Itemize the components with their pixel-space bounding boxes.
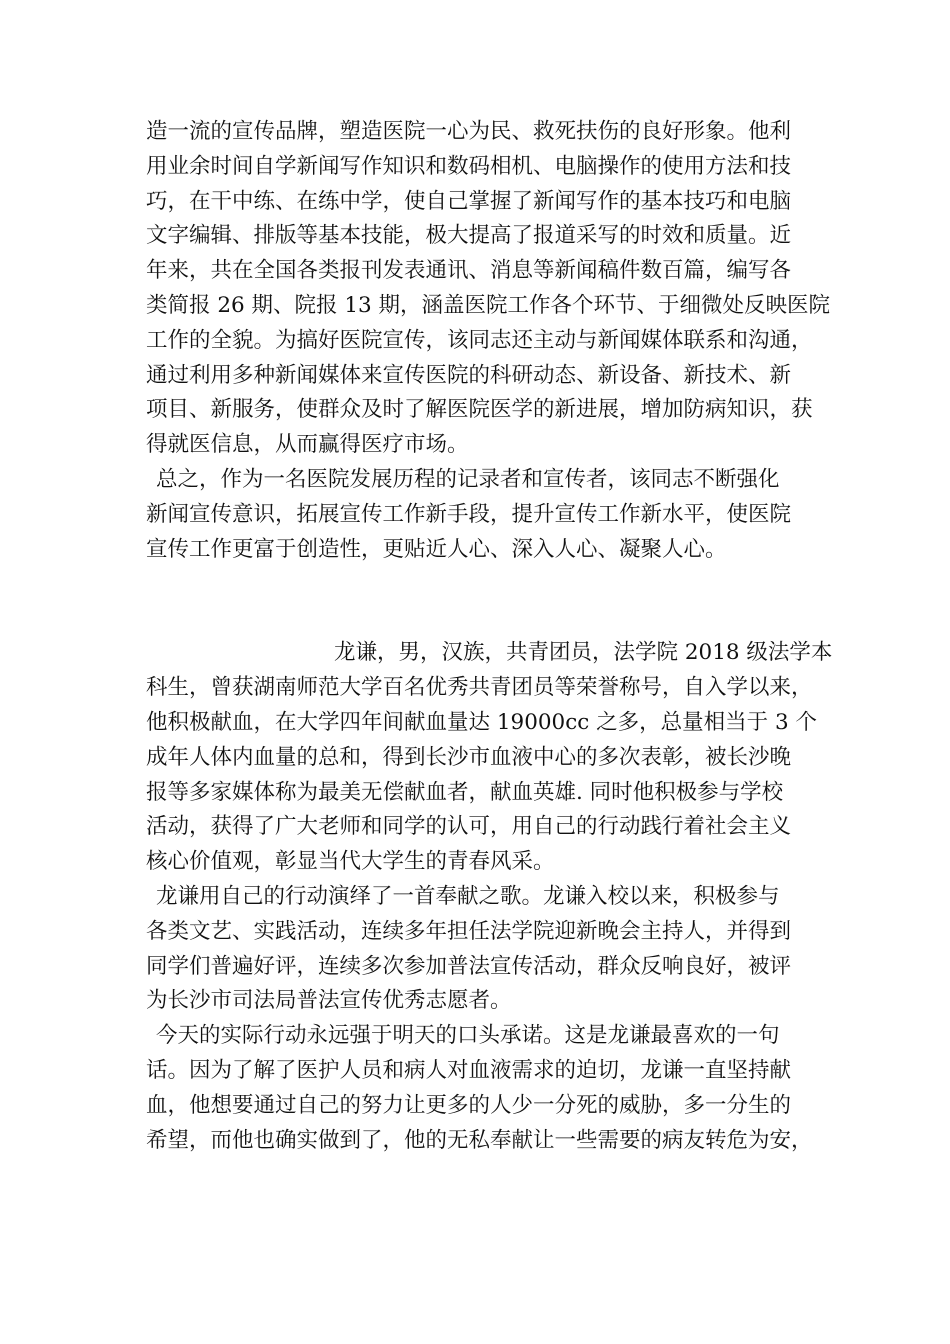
text-line: 年来，共在全国各类报刊发表通讯、消息等新闻稿件数百篇，编写各 (146, 258, 792, 284)
text-line: 为长沙市司法局普法宣传优秀志愿者。 (146, 988, 512, 1014)
text-line: 报等多家媒体称为最美无偿献血者，献血英雄. 同时他积极参与学校 (146, 779, 784, 805)
text-line: 通过利用多种新闻媒体来宣传医院的科研动态、新设备、新技术、新 (146, 362, 792, 388)
text-line: 龙谦，男，汉族，共青团员，法学院 2018 级法学本 (334, 640, 833, 666)
text-line: 同学们普遍好评，连续多次参加普法宣传活动，群众反响良好，被评 (146, 953, 792, 979)
text-line: 工作的全貌。为搞好医院宣传，该同志还主动与新闻媒体联系和沟通， (146, 327, 813, 353)
paragraph-long-qian-intro (146, 636, 833, 880)
text-line: 总之，作为一名医院发展历程的记录者和宣传者，该同志不断强化 (156, 466, 780, 492)
text-line: 造一流的宣传品牌，塑造医院一心为民、救死扶伤的良好形象。他利 (146, 119, 792, 144)
paragraph-spacer (146, 567, 826, 636)
text-line: 话。因为了解了医护人员和病人对血液需求的迫切，龙谦一直坚持献 (146, 1057, 792, 1083)
text-line: 各类文艺、实践活动，连续多年担任法学院迎新晚会主持人，并得到 (146, 918, 792, 944)
text-line: 成年人体内血量的总和，得到长沙市血液中心的多次表彰，被长沙晚 (146, 744, 792, 770)
text-line: 龙谦用自己的行动演绎了一首奉献之歌。龙谦入校以来，积极参与 (156, 883, 780, 909)
text-line: 新闻宣传意识，拓展宣传工作新手段，提升宣传工作新水平，使医院 (146, 501, 792, 527)
paragraph-summary (146, 463, 826, 567)
text-line: 科生，曾获湖南师范大学百名优秀共青团员等荣誉称号，自入学以来， (146, 675, 813, 701)
text-line: 项目、新服务，使群众及时了解医院医学的新进展，增加防病知识，获 (146, 397, 813, 423)
paragraph-dedication-song (146, 880, 826, 1019)
text-line: 核心价值观，彰显当代大学生的青春风采。 (146, 849, 555, 875)
text-line: 文字编辑、排版等基本技能，极大提高了报道采写的时效和质量。近 (146, 223, 792, 249)
text-line: 得就医信息，从而赢得医疗市场。 (146, 432, 469, 458)
text-line: 巧，在干中练、在练中学，使自己掌握了新闻写作的基本技巧和电脑 (146, 188, 792, 214)
text-line: 血，他想要通过自己的努力让更多的人少一分死的威胁，多一分生的 (146, 1092, 792, 1118)
text-line: 他积极献血，在大学四年间献血量达 19000cc 之多，总量相当于 3 个 (146, 709, 817, 735)
text-line: 用业余时间自学新闻写作知识和数码相机、电脑操作的使用方法和技 (146, 153, 792, 179)
document-body (146, 115, 833, 1158)
text-line: 活动，获得了广大老师和同学的认可，用自己的行动践行着社会主义 (146, 814, 792, 840)
text-line: 希望，而他也确实做到了，他的无私奉献让一些需要的病友转危为安， (146, 1127, 813, 1153)
text-line: 类简报 26 期、院报 13 期，涵盖医院工作各个环节、于细微处反映医院 (146, 292, 831, 318)
paragraph-action-motto (146, 1019, 826, 1158)
paragraph-hospital-publicity (146, 115, 831, 463)
text-line: 宣传工作更富于创造性，更贴近人心、深入人心、凝聚人心。 (146, 536, 727, 562)
text-line: 今天的实际行动永远强于明天的口头承诺。这是龙谦最喜欢的一句 (156, 1023, 780, 1049)
